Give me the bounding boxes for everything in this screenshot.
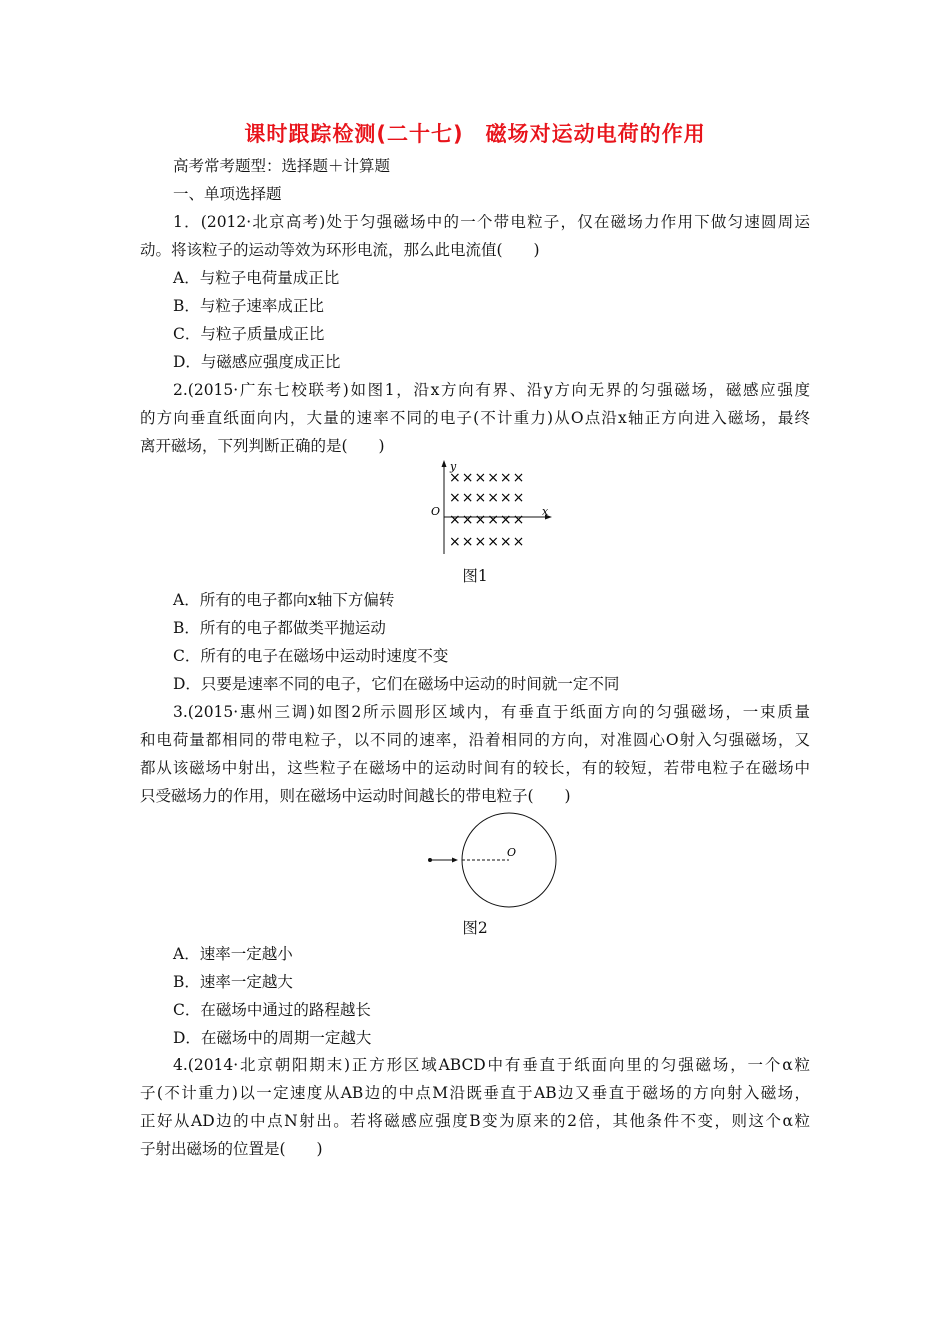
- q4-stem-line2: 子(不计重力)以一定速度从AB边的中点M沿既垂直于AB边又垂直于磁场的方向射入磁场，: [140, 1084, 810, 1102]
- fig1-y-label: y: [450, 460, 457, 473]
- q3-option-a: A．速率一定越小: [173, 945, 293, 963]
- q2-option-c: C．所有的电子在磁场中运动时速度不变: [173, 647, 449, 665]
- q1-option-d: D．与磁感应强度成正比: [173, 353, 341, 371]
- q3-option-b: B．速率一定越大: [173, 973, 293, 991]
- q2-stem-line1: 2.(2015·广东七校联考)如图1，沿x方向有界、沿y方向无界的匀强磁场，磁感应强度: [173, 381, 810, 399]
- q2-option-d: D．只要是速率不同的电子，它们在磁场中运动的时间就一定不同: [173, 675, 620, 693]
- section-heading: 一、单项选择题: [173, 185, 282, 203]
- fig1-x-label: x: [542, 505, 549, 518]
- fig1-origin-label: O: [431, 505, 441, 518]
- q1-option-a: A．与粒子电荷量成正比: [173, 269, 340, 287]
- q2-stem-line3: 离开磁场，下列判断正确的是( ): [140, 437, 385, 455]
- q3-stem-line3: 都从该磁场中射出，这些粒子在磁场中的运动时间有的较长，有的较短，若带电粒子在磁场中: [140, 759, 810, 777]
- q2-option-a: A．所有的电子都向x轴下方偏转: [173, 591, 395, 609]
- q1-stem-line1: 1．(2012·北京高考)处于匀强磁场中的一个带电粒子，仅在磁场力作用下做匀速圆周运: [173, 213, 810, 231]
- q2-stem-line2: 的方向垂直纸面向内，大量的速率不同的电子(不计重力)从O点沿x轴正方向进入磁场，最终: [140, 409, 810, 427]
- fig1-field-row: ××××××: [449, 534, 526, 550]
- figure-1-magnetic-field: [420, 458, 560, 558]
- q1-option-b: B．与粒子速率成正比: [173, 297, 324, 315]
- page-title: 课时跟踪检测(二十七) 磁场对运动电荷的作用: [244, 122, 706, 146]
- subtitle: 高考常考题型：选择题＋计算题: [173, 157, 391, 175]
- fig2-center-label: O: [507, 846, 517, 859]
- q4-stem-line4: 子射出磁场的位置是( ): [140, 1140, 323, 1158]
- q3-stem-line4: 只受磁场力的作用，则在磁场中运动时间越长的带电粒子( ): [140, 787, 571, 805]
- fig1-field-row: ××××××: [449, 470, 526, 486]
- q3-stem-line2: 和电荷量都相同的带电粒子，以不同的速率，沿着相同的方向，对准圆心O射入匀强磁场，又: [140, 731, 810, 749]
- q3-option-c: C．在磁场中通过的路程越长: [173, 1001, 371, 1019]
- figure-1-caption: 图1: [462, 567, 488, 585]
- figure-2-circular-field: [420, 810, 570, 910]
- q4-stem-line3: 正好从AD边的中点N射出。若将磁感应强度B变为原来的2倍，其他条件不变，则这个α粒: [140, 1112, 810, 1130]
- fig1-field-row: ××××××: [449, 490, 526, 506]
- q2-option-b: B．所有的电子都做类平抛运动: [173, 619, 386, 637]
- q3-option-d: D．在磁场中的周期一定越大: [173, 1029, 372, 1047]
- q1-stem-line2: 动。将该粒子的运动等效为环形电流，那么此电流值( ): [140, 241, 540, 259]
- q3-stem-line1: 3.(2015·惠州三调)如图2所示圆形区域内，有垂直于纸面方向的匀强磁场，一束质量: [173, 703, 810, 721]
- fig1-field-row: ××××××: [449, 512, 526, 528]
- q1-option-c: C．与粒子质量成正比: [173, 325, 325, 343]
- q4-stem-line1: 4.(2014·北京朝阳期末)正方形区域ABCD中有垂直于纸面向里的匀强磁场，一个α粒: [173, 1056, 810, 1074]
- figure-2-caption: 图2: [462, 919, 488, 937]
